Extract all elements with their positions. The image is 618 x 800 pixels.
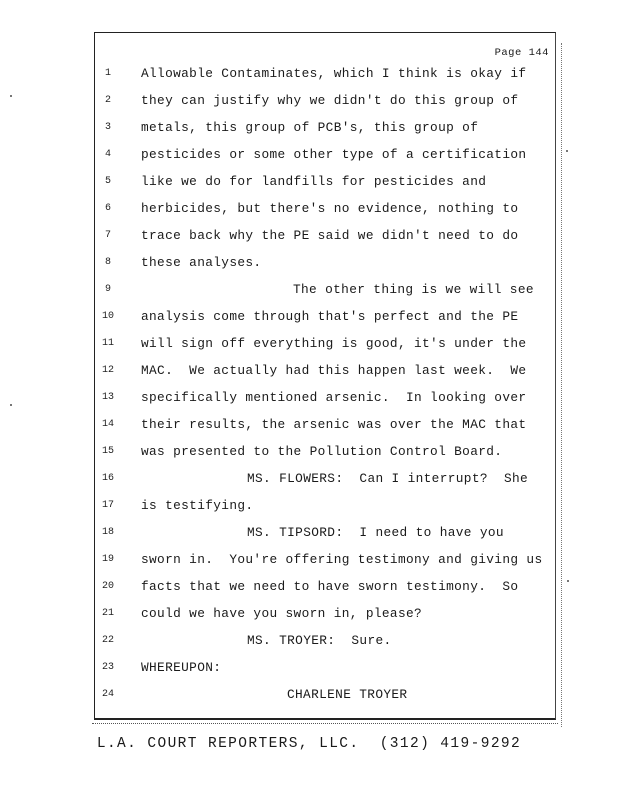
transcript-line <box>95 66 557 88</box>
transcript-line <box>95 282 557 304</box>
line-number: 19 <box>101 554 114 565</box>
page-number: Page 144 <box>494 47 549 59</box>
line-number: 11 <box>101 338 114 349</box>
bottom-rule <box>92 723 558 724</box>
scan-speck <box>10 95 12 97</box>
transcript-line <box>95 444 557 466</box>
line-number: 2 <box>104 95 111 106</box>
line-text: will sign off everything is good, it's under the <box>141 336 527 351</box>
line-number: 4 <box>104 149 111 160</box>
line-number: 6 <box>104 203 111 214</box>
transcript-line <box>95 633 557 655</box>
line-text: MS. TROYER: Sure. <box>247 633 392 648</box>
line-text: pesticides or some other type of a certification <box>141 147 527 162</box>
line-number: 16 <box>101 473 114 484</box>
transcript-line <box>95 687 557 709</box>
line-text: their results, the arsenic was over the MAC that <box>141 417 527 432</box>
scan-speck <box>567 580 569 582</box>
transcript-line <box>95 552 557 574</box>
line-number: 20 <box>101 581 114 592</box>
line-text: these analyses. <box>141 255 262 270</box>
line-number: 1 <box>104 68 111 79</box>
transcript-line <box>95 201 557 223</box>
line-number: 9 <box>104 284 111 295</box>
transcript-line <box>95 498 557 520</box>
transcript-line <box>95 417 557 439</box>
transcript-line <box>95 471 557 493</box>
line-text: sworn in. You're offering testimony and giving us <box>141 552 543 567</box>
line-number: 13 <box>101 392 114 403</box>
line-number: 12 <box>101 365 114 376</box>
transcript-line <box>95 336 557 358</box>
line-number: 14 <box>101 419 114 430</box>
transcript-line <box>95 147 557 169</box>
line-text: was presented to the Pollution Control Board. <box>141 444 503 459</box>
line-text: metals, this group of PCB's, this group of <box>141 120 479 135</box>
line-number: 7 <box>104 230 111 241</box>
line-text: trace back why the PE said we didn't need to do <box>141 228 519 243</box>
line-text: could we have you sworn in, please? <box>141 606 423 621</box>
line-text: MAC. We actually had this happen last week. We <box>141 363 527 378</box>
line-number: 24 <box>101 689 114 700</box>
transcript-line <box>95 390 557 412</box>
line-number: 22 <box>101 635 114 646</box>
transcript-line <box>95 93 557 115</box>
transcript-line <box>95 255 557 277</box>
line-text: CHARLENE TROYER <box>287 687 408 702</box>
line-text: analysis come through that's perfect and the PE <box>141 309 519 324</box>
transcript-page <box>94 32 556 720</box>
transcript-line <box>95 309 557 331</box>
line-text: Allowable Contaminates, which I think is okay if <box>141 66 527 81</box>
line-number: 15 <box>101 446 114 457</box>
transcript-line <box>95 579 557 601</box>
line-text: The other thing is we will see <box>293 282 534 297</box>
line-number: 23 <box>101 662 114 673</box>
transcript-line <box>95 606 557 628</box>
line-text: like we do for landfills for pesticides and <box>141 174 487 189</box>
scan-speck <box>10 404 12 406</box>
line-text: facts that we need to have sworn testimony. So <box>141 579 519 594</box>
transcript-line <box>95 174 557 196</box>
transcript-line <box>95 363 557 385</box>
transcript-line <box>95 120 557 142</box>
line-number: 5 <box>104 176 111 187</box>
line-number: 3 <box>104 122 111 133</box>
line-number: 18 <box>101 527 114 538</box>
line-number: 17 <box>101 500 114 511</box>
line-number: 21 <box>101 608 114 619</box>
line-number: 10 <box>101 311 114 322</box>
scan-speck <box>566 150 568 152</box>
line-text: MS. TIPSORD: I need to have you <box>247 525 504 540</box>
court-reporter-footer: L.A. COURT REPORTERS, LLC. (312) 419-9292 <box>96 736 522 752</box>
transcript-line <box>95 660 557 682</box>
line-text: MS. FLOWERS: Can I interrupt? She <box>247 471 529 486</box>
line-text: they can justify why we didn't do this group of <box>141 93 519 108</box>
line-text: specifically mentioned arsenic. In looking over <box>141 390 527 405</box>
line-text: is testifying. <box>141 498 254 513</box>
transcript-line <box>95 228 557 250</box>
line-text: herbicides, but there's no evidence, nothing to <box>141 201 519 216</box>
transcript-line <box>95 525 557 547</box>
line-number: 8 <box>104 257 111 268</box>
line-text: WHEREUPON: <box>141 660 222 675</box>
